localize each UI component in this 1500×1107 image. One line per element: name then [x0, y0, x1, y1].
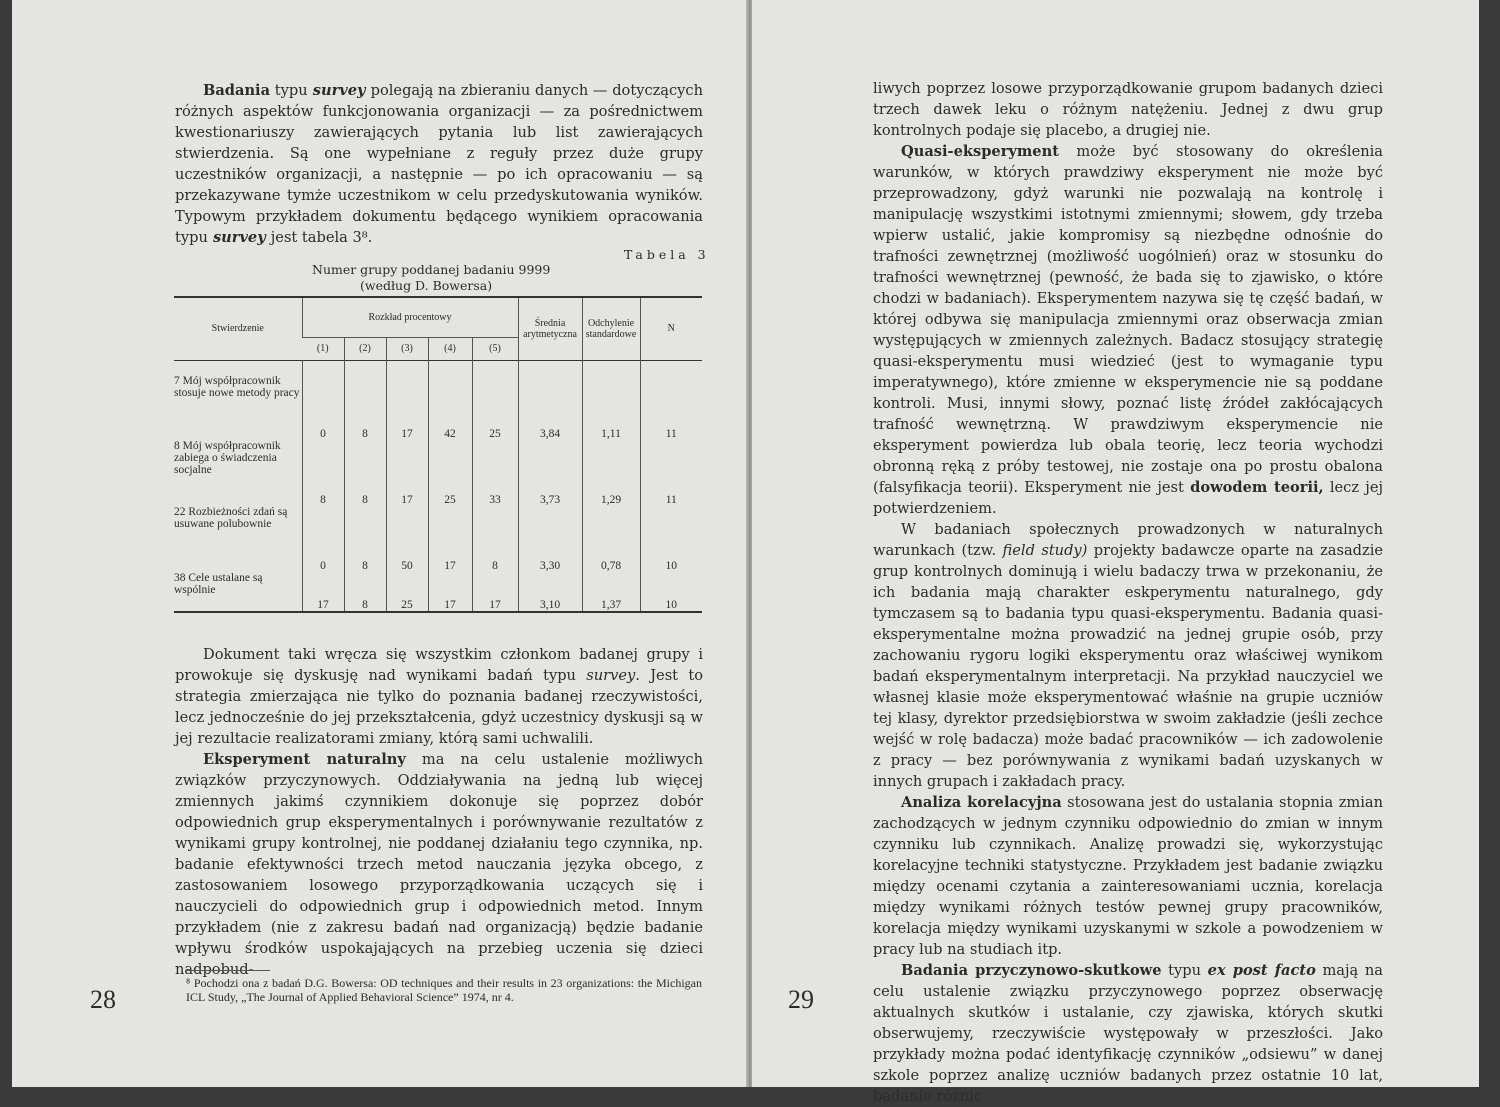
table-row	[174, 360, 702, 440]
cell-v3: 17	[386, 440, 428, 506]
cell-v2: 8	[344, 572, 386, 612]
cell-mean: 3,73	[518, 440, 582, 506]
cell-v4: 17	[428, 506, 472, 572]
cell-v1: 0	[302, 360, 344, 440]
row-label: 8 Mój współpracownik zabiega o świadczenia socjalne	[174, 440, 281, 476]
cell-v5: 25	[472, 360, 518, 440]
cell-v5: 33	[472, 440, 518, 506]
header-srednia: Średnia arytmetyczna	[518, 297, 582, 360]
cell-v4: 25	[428, 440, 472, 506]
header-rozklad: Rozkład procentowy	[302, 297, 518, 337]
row-label: 38 Cele ustalane są wspólnie	[174, 572, 302, 612]
right-text	[873, 78, 1383, 1107]
left-text-top	[175, 80, 703, 248]
paragraph-survey: Badania typu survey polegają na zbieraniu danych — dotyczących różnych aspektów funkcjonowania organizacji — za pośrednictwem kwestionariuszy zawierających pytania lub list zawierających stwierdzenia. Są one wypełniane z reguły przez duże grupy uczestników organizacji, a następnie — po ich opracowaniu — są przekazywane tymże uczestnikom w celu przedyskutowania wyników. Typowym przykładem dokumentu będącego wynikiem opracowania typu survey jest tabela 3⁸.	[175, 82, 703, 246]
paragraph-dokument: Dokument taki wręcza się wszystkim członkom badanej grupy i prowokuje się dyskusję nad wynikami badań typu survey. Jest to strategia zmierzająca nie tylko do poznania badanej rzeczywistości, lecz jednocześnie do jej przekształcenia, gdyż uczestnicy dyskusji są w jej rezultacie realizatorami zmiany, którą sami uchwalili.	[175, 646, 703, 747]
cell-sd: 0,78	[582, 506, 640, 572]
paragraph-ex-post-facto: Badania przyczynowo-skutkowe typu ex post facto mają na celu ustalenie związku przyczynowego poprzez obserwację aktualnych skutków i ustalanie, czy zjawiska, których skutki obserwujemy, rzeczywiście występowały w przeszłości. Jako przykłady można podać identyfikację czynników „odsiewu” w danej szkole poprzez analizę uczniów badanych przez ostatnie 10 lat, badanie różnic	[873, 962, 1383, 1105]
cell-v2: 8	[344, 506, 386, 572]
cell-sd: 1,29	[582, 440, 640, 506]
cell-v4: 17	[428, 572, 472, 612]
row-label: 7 Mój współpracownik stosuje nowe metody pracy	[174, 374, 300, 399]
left-text-bottom	[175, 644, 703, 980]
header-odchylenie: Odchylenie standardowe	[582, 297, 640, 360]
cell-n: 10	[640, 572, 702, 612]
page-number-right: 29	[788, 985, 814, 1014]
footnote-rule	[186, 970, 270, 971]
row-label: 22 Rozbieżności zdań są usuwane polubownie	[174, 506, 288, 530]
header-col-5: (5)	[472, 337, 518, 360]
header-col-4: (4)	[428, 337, 472, 360]
table-row	[174, 440, 702, 506]
survey-table	[174, 296, 702, 613]
cell-sd: 1,11	[582, 360, 640, 440]
cell-v4: 42	[428, 360, 472, 440]
table-row	[174, 506, 702, 572]
header-n: N	[640, 297, 702, 360]
paragraph-quasi-eksperyment: Quasi-eksperyment może być stosowany do określenia warunków, w których prawdziwy eksperyment nie może być przeprowadzony, gdyż warunki nie pozwalają na kontrolę i manipulację wszystkimi istotnymi zmiennymi; słowem, gdy trzeba wpierw ustalić, jakie kompromisy są niezbędne odnośnie do trafności zewnętrznej (możliwość uogólnień) oraz w stosunku do trafności wewnętrznej (pewność, że bada się to zjawisko, o które chodzi w badaniach). Eksperymentem nazywa się tę część badań, w której odbywa się manipulacja zmiennymi oraz obserwacja zmian występujących w zmiennych zależnych. Badacz stosujący strategię quasi-eksperymentu musi wiedzieć (jest to wymaganie typu imperatywnego), które zmienne w eksperymencie nie są poddane kontroli. Musi, innymi słowy, poznać listę źródeł zakłócających trafność wewnętrzną. W prawdziwym eksperymencie nie eksperyment powierdza lub obala teorię, lecz teoria wychodzi obronną ręką z próby testowej, nie zostaje ona po prostu obalona (falsyfikacja teorii). Eksperyment nie jest dowodem teorii, lecz jej potwierdzeniem.	[873, 143, 1383, 517]
header-stwierdzenie: Stwierdzenie	[174, 297, 302, 360]
left-page	[12, 0, 748, 1087]
paragraph-badania-spoleczne: W badaniach społecznych prowadzonych w naturalnych warunkach (tzw. field study) projekty badawcze oparte na zasadzie grup kontrolnych dominują i wielu badaczy trwa w przekonaniu, że ich badania mają charakter eskperymentu naturalnego, gdy tymczasem są to badania typu quasi-eksperymentu. Badania quasi-eksperymentalne można prowadzić na jednej grupie osób, przy zachowaniu rygoru logiki eksperymentu oraz właściwej wynikom badań eksperymentalnym interpretacji. Na przykład nauczyciel we własnej klasie może eksperymentować właśnie na grupie uczniów tej klasy, dyrektor przedsiębiorstwa w swoim zakładzie (jeśli zechce wejść w rolę badacza) może badać pracowników — ich zadowolenie z pracy — bez porównywania z wynikami badań uzyskanych w innych grupach i zakładach pracy.	[873, 521, 1384, 790]
cell-v5: 8	[472, 506, 518, 572]
cell-v1: 0	[302, 506, 344, 572]
cell-n: 11	[640, 440, 702, 506]
header-col-1: (1)	[302, 337, 344, 360]
cell-mean: 3,30	[518, 506, 582, 572]
page-number-left: 28	[90, 985, 116, 1014]
paragraph-analiza-korelacyjna: Analiza korelacyjna stosowana jest do ustalania stopnia zmian zachodzących w jednym czynniku odpowiednio do zmian w innym czynniku lub czynnikach. Analizę prowadzi się, wykorzystując korelacyjne techniki statystyczne. Przykładem jest badanie związku między ocenami czytania a zainteresowaniami ucznia, korelacja między wynikami różnych testów pewnej grupy pracowników, korelacja między wynikami uzyskanymi w szkole a powodzeniem w pracy lub na studiach itp.	[873, 794, 1383, 958]
cell-mean: 3,84	[518, 360, 582, 440]
header-col-2: (2)	[344, 337, 386, 360]
cell-v5: 17	[472, 572, 518, 612]
cell-v2: 8	[344, 360, 386, 440]
cell-sd: 1,37	[582, 572, 640, 612]
right-page	[752, 0, 1479, 1105]
table-subtitle: (według D. Bowersa)	[360, 278, 493, 293]
cell-v1: 8	[302, 440, 344, 506]
cell-n: 11	[640, 360, 702, 440]
cell-mean: 3,10	[518, 572, 582, 612]
paragraph-eksperyment-naturalny: Eksperyment naturalny ma na celu ustalenie możliwych związków przyczynowych. Oddziaływania na jedną lub więcej zmiennych jakimś czynnikiem dokonuje się poprzez dobór odpowiednich grup eksperymentalnych i porównywanie rezultatów z wynikami grupy kontrolnej, nie poddanej działaniu tego czynnika, np. badanie efektywności trzech metod nauczania języka obcego, z zastosowaniem losowego przyporządkowania uczących się i nauczycieli do odpowiednich grup i odpowiednich metod. Innym przykładem (nie z zakresu badań nad organizacją) będzie badanie wpływu środków uspokajających na przebieg uczenia się dzieci nadpobud-	[175, 751, 703, 978]
table-row	[174, 572, 702, 612]
cell-v2: 8	[344, 440, 386, 506]
cell-v3: 25	[386, 572, 428, 612]
footnote: ⁸ Pochodzi ona z badań D.G. Bowersa: OD techniques and their results in 23 organizations: the Michigan ICL Study, „The Journal of Applied Behavioral Science” 1974, nr 4.	[186, 976, 702, 1004]
cell-v1: 17	[302, 572, 344, 612]
table-label: Tabela 3	[624, 247, 710, 262]
paragraph-continuation: liwych poprzez losowe przyporządkowanie grupom badanych dzieci trzech dawek leku o różnym natężeniu. Jednej z dwu grup kontrolnych podaje się placebo, a drugiej nie.	[873, 80, 1383, 139]
cell-n: 10	[640, 506, 702, 572]
header-col-3: (3)	[386, 337, 428, 360]
table-title: Numer grupy poddanej badaniu 9999	[312, 262, 551, 277]
cell-v3: 17	[386, 360, 428, 440]
cell-v3: 50	[386, 506, 428, 572]
